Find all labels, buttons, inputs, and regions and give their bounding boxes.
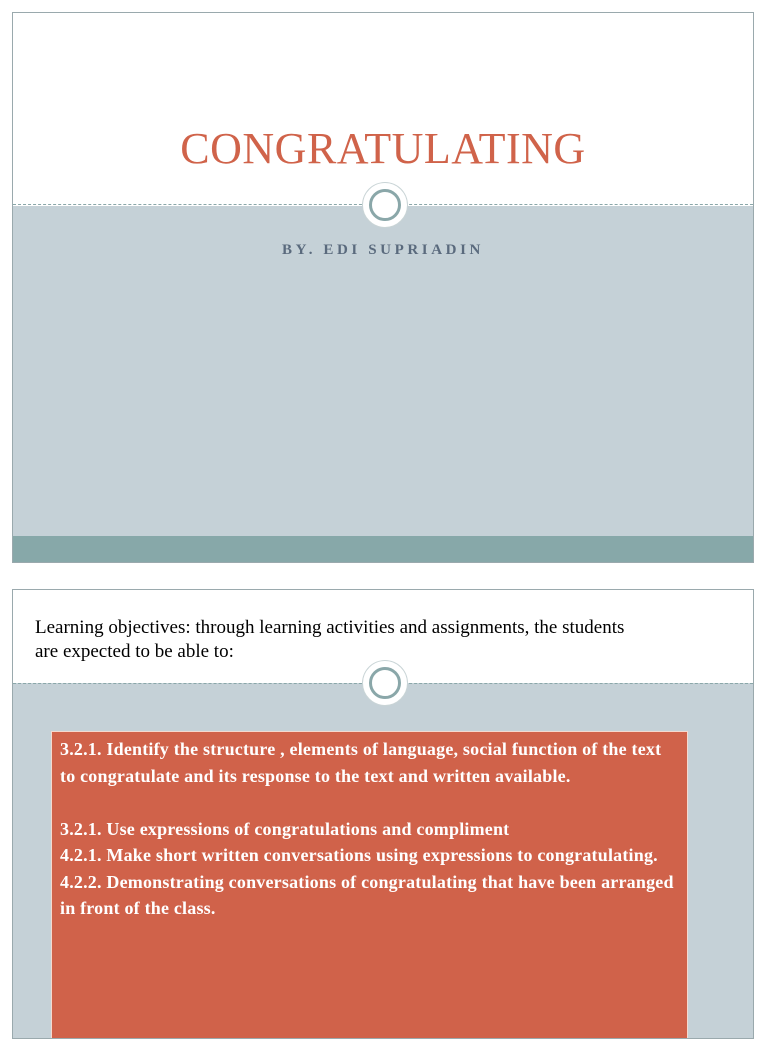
slide-title: CONGRATULATING: [180, 124, 586, 173]
objective-item: 3.2.1. Use expressions of congratulations and compliment: [60, 818, 510, 839]
objectives-box: [51, 731, 688, 1039]
intro-line: Learning objectives: through learning activities and assignments, the students: [35, 617, 625, 638]
footer-band: [13, 536, 753, 562]
intro-text: [35, 616, 725, 664]
objective-item: 4.2.1. Make short written conversations using expressions to congratulating.: [60, 845, 658, 865]
ring-ornament-icon: [363, 661, 407, 705]
objective-item: 4.2.2. Demonstrating conversations of congratulating that have been arranged in front of the class.: [60, 871, 674, 918]
ring-ornament-icon: [363, 183, 407, 227]
intro-line: are expected to be able to:: [35, 641, 234, 662]
objectives-slide: [12, 589, 754, 1039]
title-slide: [12, 12, 754, 563]
slide-header-area: [13, 13, 753, 206]
slide-subtitle: BY. EDI SUPRIADIN: [282, 242, 484, 258]
objective-item: 3.2.1. Identify the structure , elements of language, social function of the text to congratulate and its response to the text and written available.: [60, 739, 662, 786]
